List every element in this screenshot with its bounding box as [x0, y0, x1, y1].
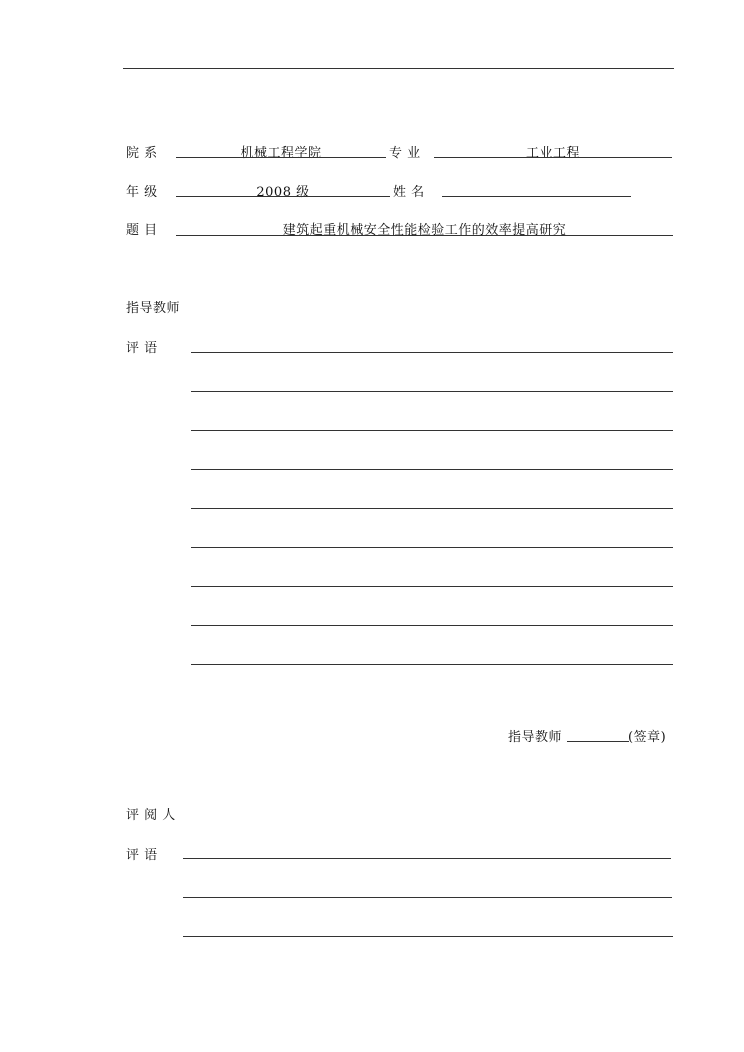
topic-label: 题 目 — [126, 223, 158, 238]
reviewer-comment-line — [183, 897, 672, 898]
advisor-comment-line — [191, 508, 673, 509]
advisor-comment-line — [191, 430, 673, 431]
grade-value: 2008 级 — [256, 185, 310, 200]
advisor-comment-line — [191, 625, 673, 626]
name-underline — [442, 196, 631, 197]
advisor-signature-suffix: (签章) — [628, 730, 667, 745]
dept-underline — [176, 157, 386, 158]
advisor-comment-line — [191, 352, 673, 353]
dept-label: 院 系 — [126, 146, 158, 161]
advisor-comment-label: 评 语 — [126, 341, 158, 356]
reviewer-comment-line — [183, 858, 671, 859]
grade-label: 年 级 — [126, 185, 158, 200]
advisor-comment-line — [191, 391, 673, 392]
reviewer-heading: 评 阅 人 — [126, 808, 176, 823]
major-value: 工业工程 — [525, 146, 580, 161]
reviewer-comment-line — [183, 936, 673, 937]
advisor-comment-line — [191, 586, 673, 587]
dept-value: 机械工程学院 — [240, 146, 322, 161]
reviewer-comment-label: 评 语 — [126, 848, 158, 863]
major-underline — [434, 157, 672, 158]
advisor-signature-label: 指导教师 — [508, 730, 563, 745]
major-label: 专 业 — [389, 146, 421, 161]
grade-underline — [176, 196, 390, 197]
topic-underline — [176, 235, 673, 236]
name-label: 姓 名 — [393, 185, 425, 200]
advisor-comment-line — [191, 664, 673, 665]
header-rule — [123, 68, 674, 69]
advisor-comment-line — [191, 547, 673, 548]
advisor-comment-line — [191, 469, 673, 470]
topic-value: 建筑起重机械安全性能检验工作的效率提高研究 — [282, 223, 567, 238]
advisor-signature-line — [567, 741, 629, 742]
advisor-heading: 指导教师 — [126, 301, 181, 316]
